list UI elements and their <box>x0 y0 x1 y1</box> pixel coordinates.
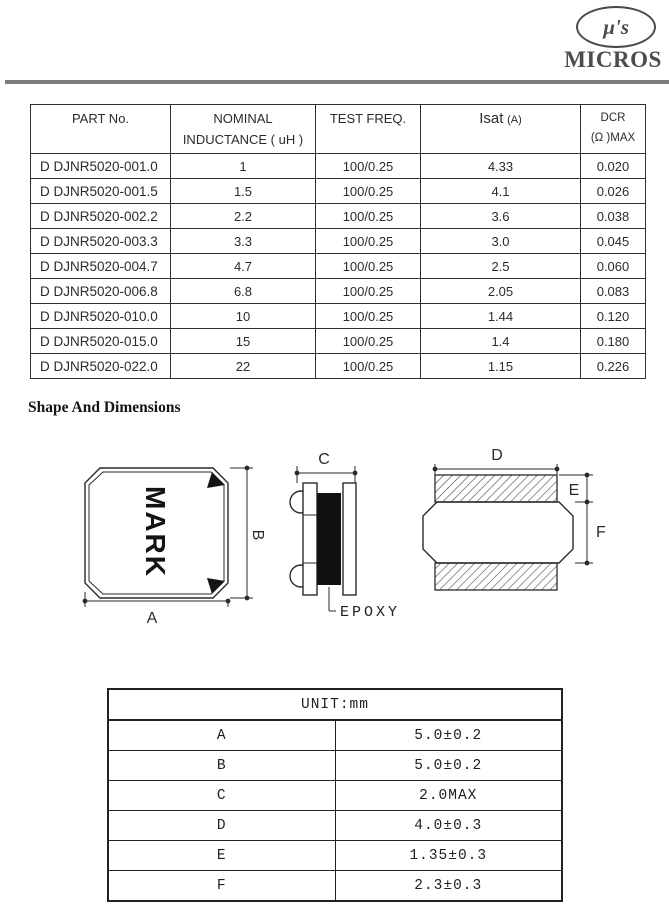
test-freq-value: 100/0.25 <box>316 229 421 254</box>
dim-symbol: C <box>108 781 335 811</box>
table-row <box>108 871 562 902</box>
table-row <box>31 179 646 204</box>
side-view-drawing <box>290 451 400 621</box>
table-row <box>108 781 562 811</box>
brand-logo-ellipse <box>576 6 656 48</box>
brand-name: MICROS <box>564 47 662 72</box>
inductance-value: 2.2 <box>171 204 316 229</box>
col-header-inductance: NOMINAL INDUCTANCE ( uH ) <box>171 105 316 154</box>
part-no: D DJNR5020-003.3 <box>31 229 171 254</box>
dim-value: 2.0MAX <box>335 781 562 811</box>
table-row <box>31 254 646 279</box>
dcr-value: 0.060 <box>581 254 646 279</box>
dim-label-d: D <box>491 447 503 464</box>
dcr-value: 0.226 <box>581 354 646 379</box>
bottom-view-drawing <box>423 447 606 590</box>
part-no: D DJNR5020-001.0 <box>31 154 171 179</box>
spec-header-row <box>31 105 646 154</box>
dim-value: 5.0±0.2 <box>335 720 562 751</box>
part-no: D DJNR5020-010.0 <box>31 304 171 329</box>
dcr-value: 0.045 <box>581 229 646 254</box>
col-header-dcr: DCR (Ω )MAX <box>581 105 646 154</box>
table-row <box>31 229 646 254</box>
part-no: D DJNR5020-001.5 <box>31 179 171 204</box>
test-freq-value: 100/0.25 <box>316 154 421 179</box>
top-view-drawing <box>83 466 266 627</box>
table-row <box>108 751 562 781</box>
spec-table <box>30 104 646 379</box>
dim-label-e: E <box>568 482 580 499</box>
dcr-value: 0.180 <box>581 329 646 354</box>
inductance-value: 4.7 <box>171 254 316 279</box>
test-freq-value: 100/0.25 <box>316 354 421 379</box>
dcr-value: 0.120 <box>581 304 646 329</box>
dim-label-b: B <box>249 529 266 541</box>
dim-label-a: A <box>146 610 158 627</box>
dim-symbol: A <box>108 720 335 751</box>
dim-label-c: C <box>318 451 330 468</box>
inductance-value: 1 <box>171 154 316 179</box>
test-freq-value: 100/0.25 <box>316 179 421 204</box>
table-row <box>31 354 646 379</box>
isat-value: 3.6 <box>421 204 581 229</box>
dcr-value: 0.020 <box>581 154 646 179</box>
table-row <box>31 329 646 354</box>
winding-block <box>317 493 341 585</box>
inductance-value: 1.5 <box>171 179 316 204</box>
isat-value: 1.44 <box>421 304 581 329</box>
dim-symbol: F <box>108 871 335 902</box>
part-no: D DJNR5020-015.0 <box>31 329 171 354</box>
test-freq-value: 100/0.25 <box>316 329 421 354</box>
test-freq-value: 100/0.25 <box>316 204 421 229</box>
isat-value: 1.15 <box>421 354 581 379</box>
unit-header: UNIT:mm <box>108 689 562 720</box>
dim-symbol: E <box>108 841 335 871</box>
dim-value: 1.35±0.3 <box>335 841 562 871</box>
dim-symbol: D <box>108 811 335 841</box>
epoxy-label: EPOXY <box>340 604 401 621</box>
inductance-value: 15 <box>171 329 316 354</box>
table-row <box>31 204 646 229</box>
isat-value: 4.33 <box>421 154 581 179</box>
header-divider <box>5 80 669 84</box>
part-no: D DJNR5020-006.8 <box>31 279 171 304</box>
brand-logo-symbol: µ's <box>602 14 630 39</box>
table-row <box>108 811 562 841</box>
col-header-test-freq: TEST FREQ. <box>316 105 421 154</box>
isat-value: 2.5 <box>421 254 581 279</box>
col-header-part: PART No. <box>31 105 171 154</box>
mark-text: MARK <box>140 486 171 578</box>
dim-value: 2.3±0.3 <box>335 871 562 902</box>
dim-value: 4.0±0.3 <box>335 811 562 841</box>
dcr-value: 0.038 <box>581 204 646 229</box>
isat-value: 2.05 <box>421 279 581 304</box>
test-freq-value: 100/0.25 <box>316 254 421 279</box>
inductance-value: 10 <box>171 304 316 329</box>
table-row <box>108 720 562 751</box>
table-row <box>31 279 646 304</box>
part-no: D DJNR5020-004.7 <box>31 254 171 279</box>
col-header-isat: Isat (A) <box>421 105 581 154</box>
dcr-value: 0.026 <box>581 179 646 204</box>
inductance-value: 3.3 <box>171 229 316 254</box>
isat-value: 1.4 <box>421 329 581 354</box>
isat-value: 4.1 <box>421 179 581 204</box>
dcr-value: 0.083 <box>581 279 646 304</box>
test-freq-value: 100/0.25 <box>316 279 421 304</box>
dim-label-f: F <box>596 524 606 541</box>
isat-value: 3.0 <box>421 229 581 254</box>
dim-value: 5.0±0.2 <box>335 751 562 781</box>
dimension-table-header-row <box>108 689 562 720</box>
part-no: D DJNR5020-002.2 <box>31 204 171 229</box>
inductance-value: 22 <box>171 354 316 379</box>
inductance-value: 6.8 <box>171 279 316 304</box>
table-row <box>108 841 562 871</box>
table-row <box>31 304 646 329</box>
section-title: Shape And Dimensions <box>28 399 181 416</box>
shape-dimensions-drawing <box>0 435 669 670</box>
test-freq-value: 100/0.25 <box>316 304 421 329</box>
part-no: D DJNR5020-022.0 <box>31 354 171 379</box>
table-row <box>31 154 646 179</box>
dimension-table <box>107 688 563 902</box>
dim-symbol: B <box>108 751 335 781</box>
